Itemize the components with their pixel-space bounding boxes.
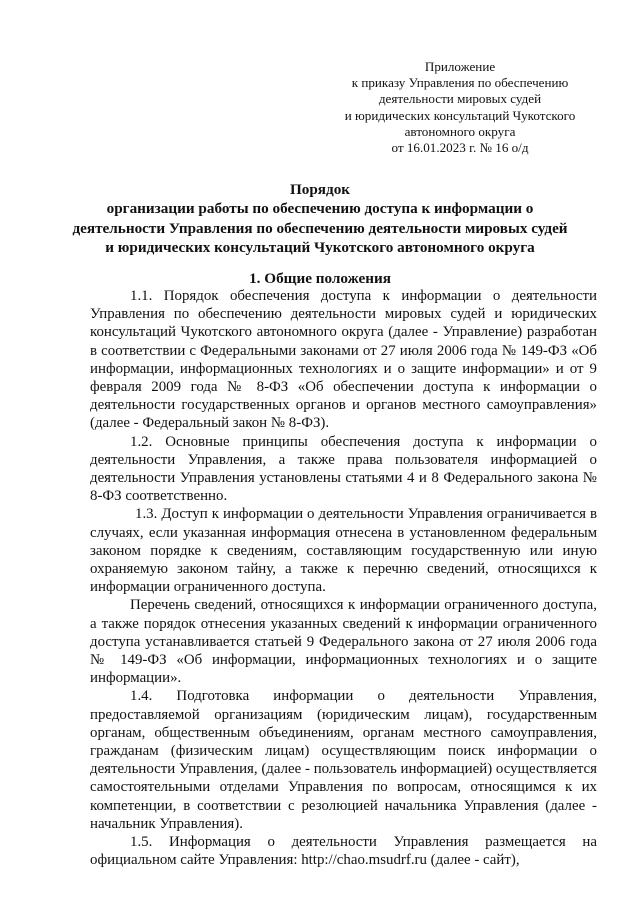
paragraph-1-5: 1.5. Информация о деятельности Управления размещается на официальном сайте Управления: http://chao.msudrf.ru (далее - сайт), <box>90 834 597 869</box>
document-title <box>70 180 570 258</box>
paragraph-1-1: 1.1. Порядок обеспечения доступа к информации о деятельности Управления по обеспечению деятельности мировых судей и юридических консультаций Чукотского автономного округа (далее - Управление) разработан в соответствии с Федеральными законами от 27 июля 2006 года № 149-ФЗ «Об информации, информационных технологиях и о защите информации» и от 9 февраля 2009 года № 8-ФЗ «Об обеспечении доступа к информации о деятельности государственных органов и органов местного самоуправления» (далее - Федеральный закон № 8-ФЗ). <box>90 288 597 432</box>
section-body <box>90 287 597 870</box>
appendix-line: автономного округа <box>404 123 516 139</box>
title-line: деятельности Управления по обеспечению деятельности мировых судей <box>72 219 568 237</box>
appendix-line: к приказу Управления по обеспечению <box>351 75 569 91</box>
section-heading: 1. Общие положения <box>249 270 391 287</box>
appendix-line: и юридических консультаций Чукотского <box>344 107 576 123</box>
appendix-block <box>330 59 590 156</box>
title-line: Порядок <box>289 181 351 198</box>
title-line: организации работы по обеспечению доступа к информации о <box>106 200 534 218</box>
title-line: и юридических консультаций Чукотского автономного округа <box>105 239 535 257</box>
paragraph-1-4: 1.4. Подготовка информации о деятельности Управления, предоставляемой организациям (юридическим лицам), государственным органам, общественным объединениям, органам местного самоуправления, гражданам (физическим лицам) осуществляющим поиск информации о деятельности Управления, (далее - пользователь информацией) осуществляется самостоятельными отделами Управления по вопросам, относящимся к их компетенции, в соответствии с резолюцией начальника Управления (далее - начальник Управления). <box>90 688 597 832</box>
appendix-line: от 16.01.2023 г. № 16 о/д <box>391 140 529 156</box>
paragraph-restricted-list: Перечень сведений, относящихся к информации ограниченного доступа, а также порядок отнесения указанных сведений к информации ограниченного доступа устанавливается статьей 9 Федерального закона от 27 июля 2006 года № 149-ФЗ «Об информации, информационных технологиях и о защите информации». <box>90 597 597 687</box>
appendix-line: деятельности мировых судей <box>378 91 542 107</box>
appendix-line: Приложение <box>424 59 496 74</box>
paragraph-1-2: 1.2. Основные принципы обеспечения доступа к информации о деятельности Управления, а также права пользователя информацией о деятельности Управления установлены статьями 4 и 8 Федерального закона № 8-ФЗ соответственно. <box>90 433 597 505</box>
paragraph-1-3: 1.3. Доступ к информации о деятельности Управления ограничивается в случаях, если указанная информация отнесена в установленном федеральным законом порядке к сведениям, составляющим государственную или иную охраняемую законом тайну, а также к перечню сведений, относящихся к информации ограниченного доступа. <box>90 506 597 596</box>
